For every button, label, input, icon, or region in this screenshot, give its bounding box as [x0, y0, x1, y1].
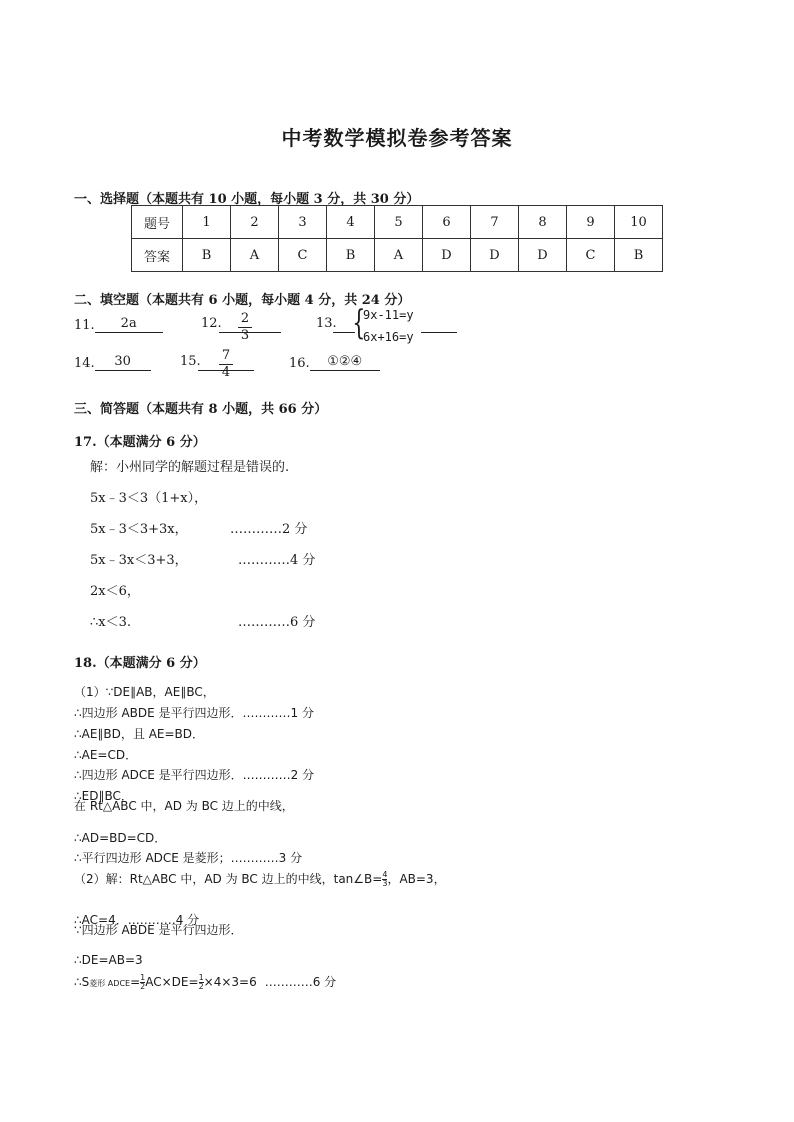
answer-blank: 2a	[95, 316, 163, 333]
line-text: ×4×3=6	[203, 975, 257, 989]
table-cell: 2	[231, 206, 279, 239]
score-mark: …………4 分	[238, 553, 316, 568]
table-row	[132, 239, 663, 272]
table-cell: A	[375, 239, 423, 272]
table-cell: 7	[471, 206, 519, 239]
answer-blank	[421, 332, 457, 333]
table-cell: D	[471, 239, 519, 272]
question-number: 14.	[74, 356, 95, 371]
brace-icon: {	[352, 303, 366, 343]
table-cell: B	[615, 239, 663, 272]
q12-fraction	[238, 311, 252, 344]
fraction-denominator: 4	[221, 365, 231, 380]
table-cell: 10	[615, 206, 663, 239]
q17-intro: 解：小州同学的解题过程是错误的.	[90, 460, 290, 475]
subscript: 菱形 ADCE	[89, 979, 131, 988]
fraction-denominator: 3	[240, 328, 250, 343]
table-cell: B	[327, 239, 375, 272]
q11	[74, 316, 163, 333]
question-number: 16.	[289, 356, 310, 371]
solution-line: 2x＜6，	[90, 584, 140, 599]
solution-line: ∴四边形 ABDE 是平行四边形．…………1 分	[74, 706, 314, 720]
fraction-numerator: 4	[382, 870, 388, 879]
table-cell: D	[519, 239, 567, 272]
fraction-numerator: 1	[140, 973, 146, 982]
solution-line: ∵四边形 ABDE 是平行四边形．	[74, 923, 243, 937]
fraction-numerator: 2	[238, 311, 252, 328]
q12-number: 12.	[201, 316, 222, 331]
solution-line	[74, 870, 446, 888]
solution-line: ∴四边形 ADCE 是平行四边形．…………2 分	[74, 768, 315, 782]
q13-number: 13.	[316, 316, 337, 331]
solution-line: 在 Rt△ABC 中，AD 为 BC 边上的中线，	[74, 799, 294, 813]
q14	[74, 354, 151, 371]
table-cell: 4	[327, 206, 375, 239]
table-row	[132, 206, 663, 239]
line-text: ∴S	[74, 975, 90, 989]
page-title: 中考数学模拟卷参考答案	[281, 126, 513, 150]
line-text: =	[130, 975, 141, 989]
q18-heading: 18.（本题满分 6 分）	[74, 656, 206, 671]
fraction-denominator: 2	[198, 982, 204, 991]
solution-line: ∴AE=CD．	[74, 748, 138, 762]
line-text: AC×DE=	[145, 975, 199, 989]
solution-line	[74, 973, 336, 991]
q15-number: 15.	[180, 354, 201, 369]
table-header-cell: 题号	[132, 206, 183, 239]
solution-line: 5x﹣3＜3+3x，	[90, 522, 188, 537]
q15-fraction	[219, 348, 233, 381]
fraction-denominator: 3	[382, 879, 388, 888]
solution-line: 5x﹣3＜3（1+x），	[90, 491, 208, 506]
answer-blank: ①②④	[310, 354, 380, 371]
solution-line: ∴ED∥BC．	[74, 789, 133, 803]
score-mark: …………2 分	[230, 522, 308, 537]
solution-line: 5x﹣3x＜3+3，	[90, 553, 188, 568]
table-cell: C	[567, 239, 615, 272]
section1-heading: 一、选择题（本题共有 10 小题，每小题 3 分，共 30 分）	[74, 192, 420, 207]
answer-table	[131, 205, 663, 272]
solution-line: ∴x＜3.	[90, 615, 132, 630]
solution-line: ∴DE=AB=3	[74, 953, 143, 967]
table-header-cell: 答案	[132, 239, 183, 272]
question-number: 11.	[74, 318, 95, 333]
answer-blank: 30	[95, 354, 151, 371]
solution-line: ∴平行四边形 ADCE 是菱形；…………3 分	[74, 851, 303, 865]
fraction-numerator: 1	[198, 973, 204, 982]
table-cell: B	[183, 239, 231, 272]
table-cell: A	[231, 239, 279, 272]
score-mark: …………6 分	[238, 615, 316, 630]
line-text: （2）解：Rt△ABC 中，AD 为 BC 边上的中线，tan∠B=	[74, 872, 383, 886]
q17-heading: 17.（本题满分 6 分）	[74, 435, 206, 450]
solution-line: ∴AD=BD=CD．	[74, 831, 167, 845]
fraction-numerator: 7	[219, 348, 233, 365]
solution-line: ∴AE∥BD，且 AE=BD．	[74, 727, 205, 741]
fraction-denominator: 2	[140, 982, 146, 991]
solution-line: （1）∵DE∥AB，AE∥BC，	[74, 685, 215, 699]
score-mark: …………6 分	[264, 975, 337, 989]
table-cell: 1	[183, 206, 231, 239]
table-cell: 3	[279, 206, 327, 239]
section3-heading: 三、简答题（本题共有 8 小题，共 66 分）	[74, 402, 328, 417]
table-cell: 8	[519, 206, 567, 239]
table-cell: 9	[567, 206, 615, 239]
table-cell: 5	[375, 206, 423, 239]
table-cell: 6	[423, 206, 471, 239]
solution-line: ∴AC=4．…………4 分	[74, 913, 200, 927]
q16	[289, 354, 380, 371]
section2-heading: 二、填空题（本题共有 6 小题，每小题 4 分，共 24 分）	[74, 293, 411, 308]
table-cell: D	[423, 239, 471, 272]
equation-line: 6x+16=y	[363, 330, 414, 344]
line-text: ，AB=3，	[387, 872, 446, 886]
equation-line: 9x-11=y	[363, 308, 414, 322]
table-cell: C	[279, 239, 327, 272]
